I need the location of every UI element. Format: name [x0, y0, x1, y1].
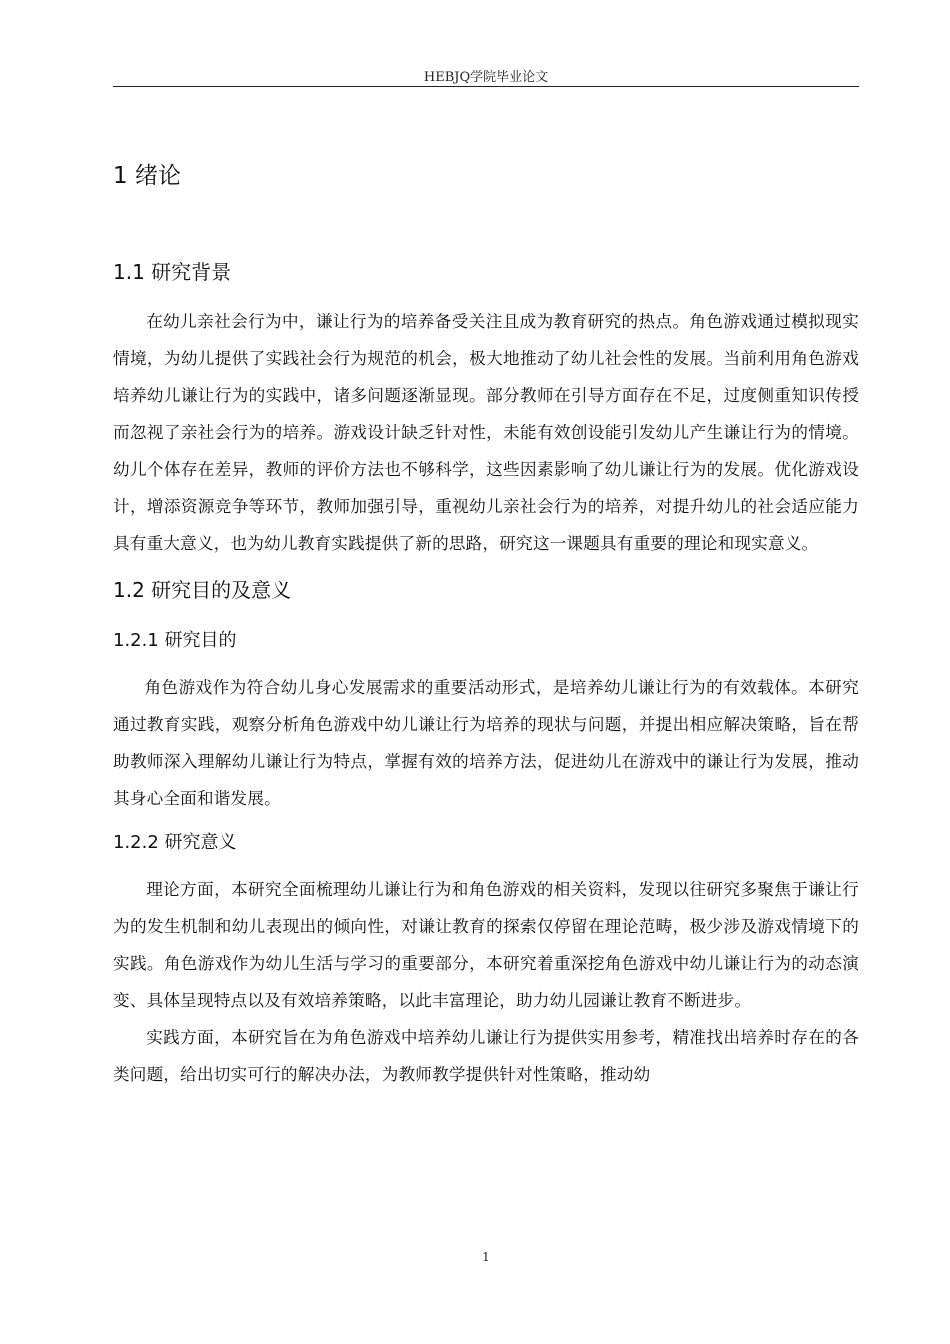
spacer	[113, 194, 859, 257]
page-number: 1	[482, 1250, 490, 1264]
running-header: HEBJQ学院毕业论文	[423, 70, 549, 85]
section-1-2-1-title: 1.2.1 研究目的	[113, 630, 237, 651]
main-content	[113, 150, 859, 1093]
section-1-2-1-paragraph: 角色游戏作为符合幼儿身心发展需求的重要活动形式，是培养幼儿谦让行为的有效载体。本研究通过教育实践，观察分析角色游戏中幼儿谦让行为培养的现状与问题，并提出相应解决策略，旨在帮助教师深入理解幼儿谦让行为特点，掌握有效的培养方法，促进幼儿在游戏中的谦让行为发展，推动其身心全面和谐发展。	[113, 678, 859, 808]
section-1-2-2-title: 1.2.2 研究意义	[113, 832, 237, 853]
section-1-1-paragraph: 在幼儿亲社会行为中，谦让行为的培养备受关注且成为教育研究的热点。角色游戏通过模拟现实情境，为幼儿提供了实践社会行为规范的机会，极大地推动了幼儿社会性的发展。当前利用角色游戏培养幼儿谦让行为的实践中，诸多问题逐渐显现。部分教师在引导方面存在不足，过度侧重知识传授而忽视了亲社会行为的培养。游戏设计缺乏针对性，未能有效创设能引发幼儿产生谦让行为的情境。幼儿个体存在差异，教师的评价方法也不够科学，这些因素影响了幼儿谦让行为的发展。优化游戏设计，增添资源竞争等环节，教师加强引导，重视幼儿亲社会行为的培养，对提升幼儿的社会适应能力具有重大意义，也为幼儿教育实践提供了新的思路，研究这一课题具有重要的理论和现实意义。	[113, 312, 859, 553]
header-rule	[113, 86, 859, 87]
section-1-2-2-paragraph-practice: 实践方面，本研究旨在为角色游戏中培养幼儿谦让行为提供实用参考，精准找出培养时存在的各类问题，给出切实可行的解决办法，为教师教学提供针对性策略，推动幼	[113, 1028, 859, 1084]
section-1-1-title: 1.1 研究背景	[113, 260, 232, 284]
section-1-2-2-paragraph-theory: 理论方面，本研究全面梳理幼儿谦让行为和角色游戏的相关资料，发现以往研究多聚焦于谦让行为的发生机制和幼儿表现出的倾向性，对谦让教育的探索仅停留在理论范畴，极少涉及游戏情境下的实践。角色游戏作为幼儿生活与学习的重要部分，本研究着重深挖角色游戏中幼儿谦让行为的动态演变、具体呈现特点以及有效培养策略，以此丰富理论，助力幼儿园谦让教育不断进步。	[113, 880, 859, 1010]
section-1-2-title: 1.2 研究目的及意义	[113, 578, 292, 602]
chapter-title: 1 绪论	[113, 163, 181, 189]
